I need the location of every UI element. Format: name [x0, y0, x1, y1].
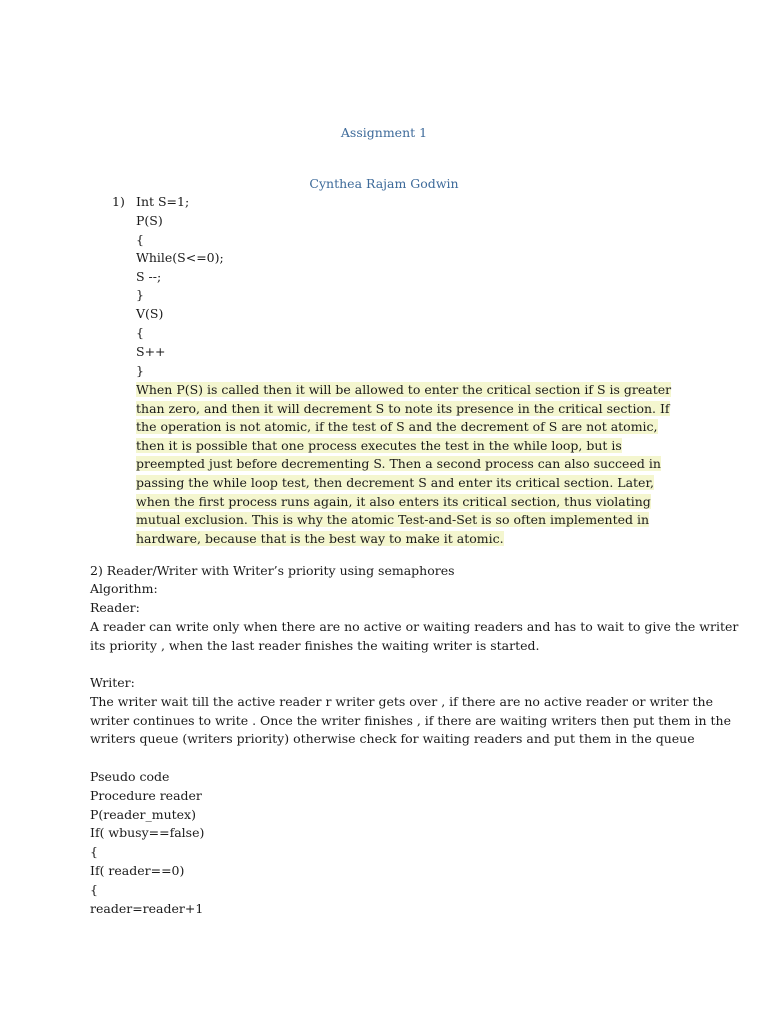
pseudo-code-line: reader=reader+1: [90, 901, 204, 916]
code-line: P(S): [136, 213, 163, 228]
writer-label: Writer:: [90, 675, 135, 690]
pseudo-code-line: If( wbusy==false): [90, 825, 205, 840]
pseudo-code-line: {: [90, 882, 98, 897]
document-title: Assignment 1: [340, 125, 428, 140]
code-line: }: [136, 287, 144, 302]
writer-text: The writer wait till the active reader r writer gets over , if there are no active reader or writer the: [90, 694, 713, 709]
pseudo-code-label: Pseudo code: [90, 769, 170, 784]
algorithm-label: Algorithm:: [90, 581, 158, 596]
question-2-heading: 2) Reader/Writer with Writer’s priority using semaphores: [90, 563, 455, 578]
code-line: While(S<=0);: [136, 250, 224, 265]
writer-text: writer continues to write . Once the writer finishes , if there are waiting writers then put them in the: [90, 713, 732, 728]
pseudo-code-line: Procedure reader: [90, 788, 202, 803]
author-name: Cynthea Rajam Godwin: [309, 176, 459, 191]
code-line: S --;: [136, 269, 162, 284]
code-line: {: [136, 325, 144, 340]
highlighted-answer: When P(S) is called then it will be allowed to enter the critical section if S is greater than zero, and then it will decrement S to note its presence in the critical section. If the operation is not atomic, if the test of S and the decrement of S are not atomic, then it is possible that one process executes the test in the while loop, but is preempted just before decrementing S. Then a second process can also succeed in passing the while loop test, then decrement S and enter its critical section. Later, when the first process runs again, it also enters its critical section, thus violating mutual exclusion. This is why the atomic Test-and-Set is so often implemented in hardware, because that is the best way to make it atomic.: [136, 382, 672, 546]
reader-label: Reader:: [90, 600, 140, 615]
question-1-number: 1): [112, 194, 125, 209]
code-line: S++: [136, 344, 166, 359]
code-line: V(S): [136, 306, 164, 321]
code-line: Int S=1;: [136, 194, 190, 209]
writer-text: writers queue (writers priority) otherwise check for waiting readers and put them in the queue: [90, 731, 695, 746]
pseudo-code-line: P(reader_mutex): [90, 807, 196, 822]
answer-paragraph: [136, 381, 676, 548]
pseudo-code-line: {: [90, 844, 98, 859]
reader-text: A reader can write only when there are no active or waiting readers and has to wait to give the writer: [90, 619, 739, 634]
pseudo-code-line: If( reader==0): [90, 863, 185, 878]
code-line: {: [136, 232, 144, 247]
reader-text: its priority , when the last reader finishes the waiting writer is started.: [90, 638, 540, 653]
code-line: }: [136, 363, 144, 378]
